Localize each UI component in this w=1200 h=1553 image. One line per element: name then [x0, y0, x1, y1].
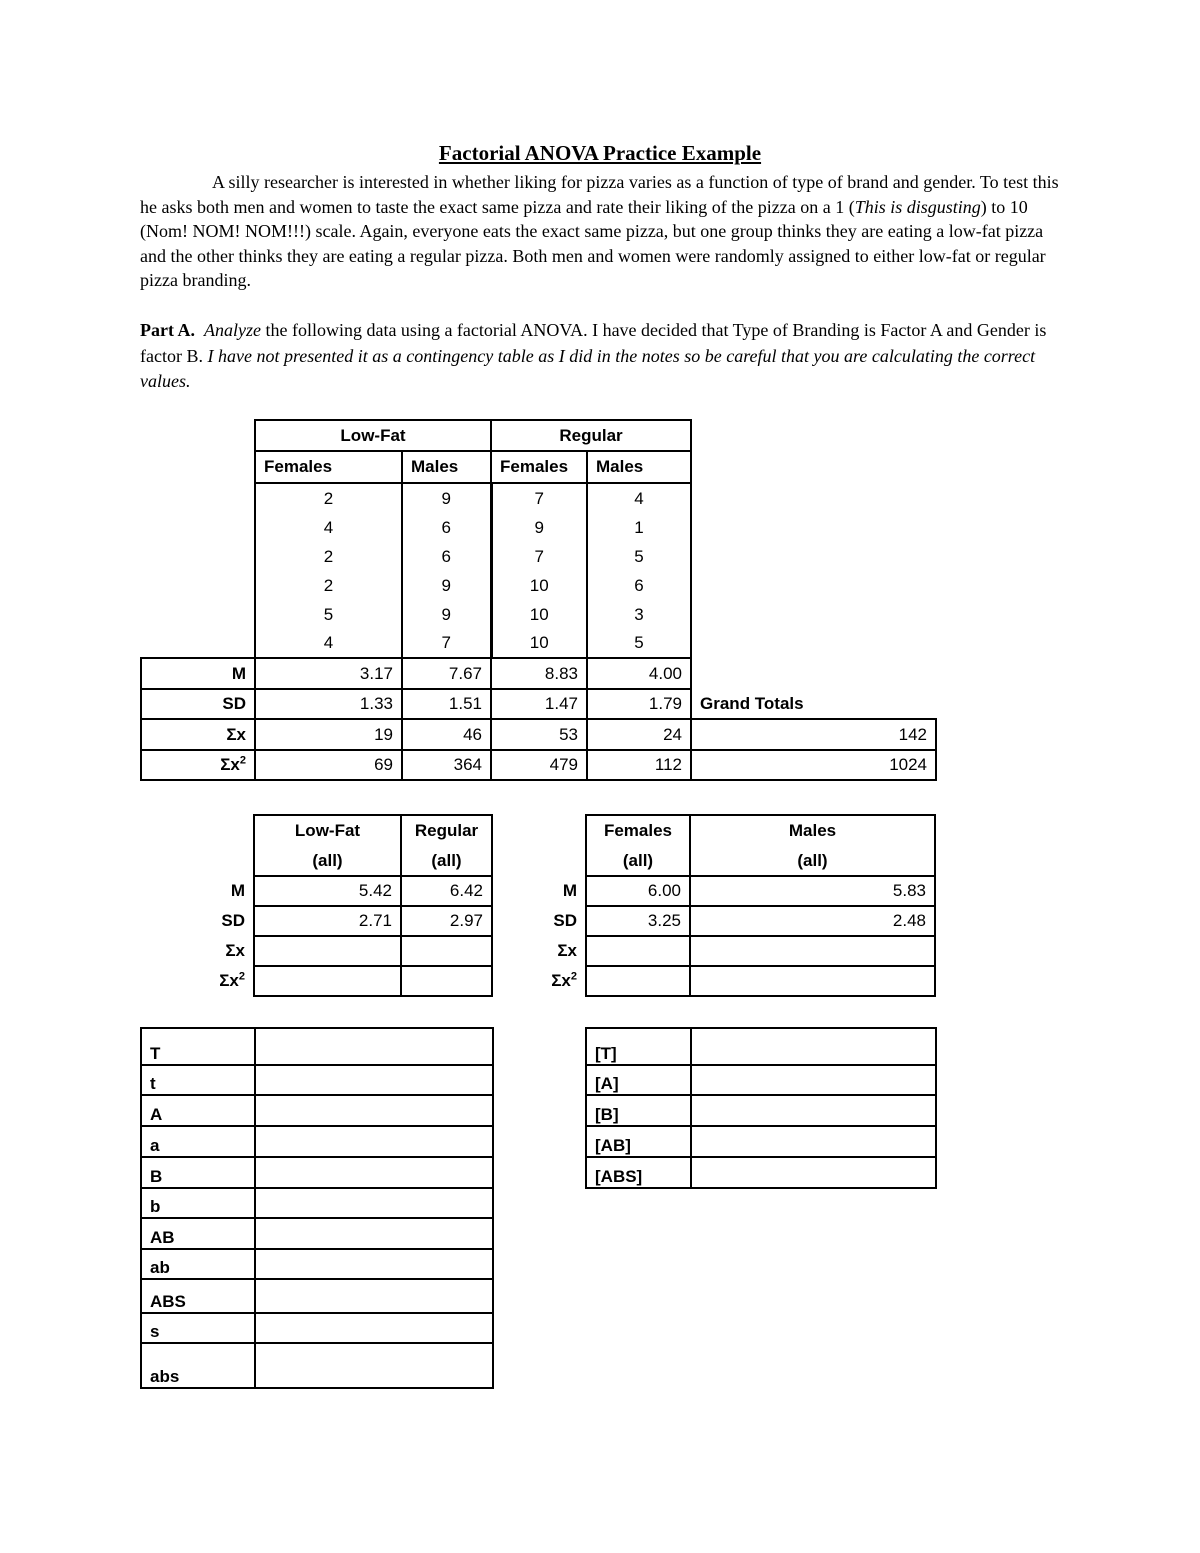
data-cell: 10 — [491, 600, 587, 629]
mean-label: M — [141, 658, 255, 689]
table-row — [141, 571, 936, 600]
gender-mean-cell: 6.00 — [586, 876, 690, 906]
sd-cell: 1.51 — [402, 689, 491, 719]
mean-cell: 8.83 — [491, 658, 587, 689]
bracket-label: [ABS] — [586, 1157, 691, 1188]
sd-row — [141, 689, 936, 719]
branding-summary-table — [140, 814, 493, 997]
sum-label: Σx — [141, 719, 255, 750]
sd-cell: 1.33 — [255, 689, 402, 719]
bracket-label: [B] — [586, 1095, 691, 1126]
gender-sum-squares-text: Σx — [551, 971, 571, 990]
gender-header-females: Females — [586, 815, 690, 846]
value-label: ab — [141, 1249, 255, 1279]
data-cell: 4 — [255, 629, 402, 658]
data-cell: 5 — [587, 542, 691, 571]
table-row — [141, 483, 936, 513]
value-cell[interactable] — [255, 1313, 493, 1343]
branding-sd-label: SD — [221, 911, 245, 930]
sub-header-low-fat-females: Females — [255, 451, 402, 483]
value-label: AB — [141, 1218, 255, 1249]
empty-cell[interactable] — [690, 936, 935, 966]
empty-cell[interactable] — [401, 936, 492, 966]
empty-cell[interactable] — [401, 966, 492, 996]
branding-mean-cell: 6.42 — [401, 876, 492, 906]
branding-sum-squares-label — [140, 966, 254, 996]
branding-sum-squares-row — [140, 966, 492, 996]
value-cell[interactable] — [255, 1279, 493, 1313]
intro-paragraph — [140, 170, 1070, 293]
sum-squares-sup: 2 — [239, 754, 246, 767]
empty-cell[interactable] — [586, 966, 690, 996]
data-cell: 5 — [587, 629, 691, 658]
value-cell[interactable] — [255, 1095, 493, 1126]
value-cell[interactable] — [255, 1218, 493, 1249]
sd-label: SD — [141, 689, 255, 719]
data-cell: 9 — [402, 600, 491, 629]
mean-cell: 3.17 — [255, 658, 402, 689]
gender-sum-squares-label — [528, 966, 586, 996]
page-title: Factorial ANOVA Practice Example — [438, 141, 762, 165]
branding-header-regular: Regular — [401, 815, 492, 846]
data-cell: 2 — [255, 542, 402, 571]
data-cell: 9 — [402, 483, 491, 513]
value-cell[interactable] — [255, 1188, 493, 1218]
gender-sd-cell: 3.25 — [586, 906, 690, 936]
part-a-text: the following data using a factorial ANOVA. I have decided that Type of Branding is Factor A and Gender is factor B. — [140, 320, 1047, 366]
branding-sum-squares-sup: 2 — [238, 970, 245, 983]
branding-header-low-fat: Low-Fat — [254, 815, 401, 846]
branding-sum-label: Σx — [225, 941, 245, 960]
branding-sum-squares-text: Σx — [219, 971, 239, 990]
data-cell: 3 — [587, 600, 691, 629]
grand-totals-label: Grand Totals — [700, 693, 804, 713]
sum-cell: 19 — [255, 719, 402, 750]
value-label: T — [141, 1028, 255, 1065]
data-cell: 2 — [255, 571, 402, 600]
intro-text-1: A silly researcher is interested in whether liking for pizza varies as a function of type of brand and gender. To test this he asks both men and women to taste the exact same pizza and rate their liking of the pizza on a 1 ( — [140, 172, 1059, 217]
bracket-cell[interactable] — [691, 1095, 936, 1126]
data-cell: 9 — [402, 571, 491, 600]
mean-cell: 4.00 — [587, 658, 691, 689]
branding-sd-cell: 2.97 — [401, 906, 492, 936]
gender-header-males: Males — [690, 815, 935, 846]
branding-sd-row — [140, 906, 492, 936]
data-cell: 10 — [491, 571, 587, 600]
data-cell: 10 — [491, 629, 587, 658]
bracket-label: [T] — [586, 1028, 691, 1065]
data-cell: 9 — [491, 513, 587, 542]
branding-sum-row — [140, 936, 492, 966]
data-cell: 7 — [491, 483, 587, 513]
intro-text-2: ) to 10 (Nom! NOM! NOM!!!) scale. Again, everyone eats the exact same pizza, but one group thinks they are eating a low-fat pizza and the other thinks they are eating a regular pizza. Both men and women were randomly assigned to either low-fat or regular pizza branding. — [140, 196, 1046, 291]
table-row — [141, 513, 936, 542]
data-table — [140, 419, 937, 781]
part-a-label: Part A. — [140, 320, 195, 340]
data-cell: 6 — [402, 542, 491, 571]
gender-sub-females: (all) — [586, 846, 690, 876]
table-row — [141, 629, 936, 658]
part-a-verb: Analyze — [203, 320, 261, 340]
sum-squares-cell: 69 — [255, 750, 402, 780]
bracket-cell[interactable] — [691, 1157, 936, 1188]
value-label: abs — [141, 1343, 255, 1388]
data-cell: 7 — [491, 542, 587, 571]
table-row — [141, 542, 936, 571]
gender-mean-label: M — [562, 881, 577, 900]
empty-cell[interactable] — [690, 966, 935, 996]
branding-sd-cell: 2.71 — [254, 906, 401, 936]
bracket-label: [A] — [586, 1065, 691, 1095]
value-cell[interactable] — [255, 1065, 493, 1095]
data-cell: 6 — [402, 513, 491, 542]
gender-sd-row — [528, 906, 935, 936]
gender-sum-row — [528, 936, 935, 966]
gender-sd-label: SD — [553, 911, 577, 930]
value-label: s — [141, 1313, 255, 1343]
value-label: B — [141, 1157, 255, 1188]
sub-header-regular-males: Males — [587, 451, 691, 483]
data-cell: 6 — [587, 571, 691, 600]
sum-cell: 46 — [402, 719, 491, 750]
data-cell: 4 — [587, 483, 691, 513]
value-label: ABS — [141, 1279, 255, 1313]
sub-header-regular-females: Females — [491, 451, 587, 483]
empty-cell[interactable] — [254, 936, 401, 966]
sum-squares-cell: 364 — [402, 750, 491, 780]
gender-summary-table — [528, 814, 936, 997]
bracket-cell[interactable] — [691, 1028, 936, 1065]
sum-total-cell: 142 — [691, 719, 936, 750]
bracket-terms-table — [585, 1027, 937, 1189]
sum-squares-total-cell: 1024 — [691, 750, 936, 780]
sub-header-low-fat-males: Males — [402, 451, 491, 483]
bracket-label: [AB] — [586, 1126, 691, 1157]
value-cell[interactable] — [255, 1126, 493, 1157]
data-cell: 1 — [587, 513, 691, 542]
sum-squares-label — [141, 750, 255, 780]
bracket-cell[interactable] — [691, 1065, 936, 1095]
gender-sd-cell: 2.48 — [690, 906, 935, 936]
intro-italic: This is disgusting — [854, 196, 981, 217]
gender-sum-squares-row — [528, 966, 935, 996]
value-cell[interactable] — [255, 1028, 493, 1065]
value-label: a — [141, 1126, 255, 1157]
mean-cell: 7.67 — [402, 658, 491, 689]
value-label: b — [141, 1188, 255, 1218]
value-label: A — [141, 1095, 255, 1126]
branding-mean-label: M — [230, 881, 245, 900]
gender-sum-label: Σx — [557, 941, 577, 960]
values-table — [140, 1027, 494, 1389]
value-cell[interactable] — [255, 1343, 493, 1388]
sum-squares-cell: 112 — [587, 750, 691, 780]
data-cell: 2 — [255, 483, 402, 513]
mean-row — [141, 658, 936, 689]
part-a-instructions — [140, 318, 1070, 395]
empty-cell[interactable] — [254, 966, 401, 996]
gender-sum-squares-sup: 2 — [570, 970, 577, 983]
gender-sub-males: (all) — [690, 846, 935, 876]
branding-sub-regular: (all) — [401, 846, 492, 876]
sum-squares-cell: 479 — [491, 750, 587, 780]
sd-cell: 1.79 — [587, 689, 691, 719]
sum-cell: 53 — [491, 719, 587, 750]
gender-mean-row — [528, 876, 935, 906]
group-header-regular: Regular — [491, 420, 691, 451]
bracket-cell[interactable] — [691, 1126, 936, 1157]
sum-squares-text: Σx — [220, 755, 240, 774]
data-cell: 7 — [402, 629, 491, 658]
value-cell[interactable] — [255, 1157, 493, 1188]
sd-cell: 1.47 — [491, 689, 587, 719]
data-cell: 5 — [255, 600, 402, 629]
sum-cell: 24 — [587, 719, 691, 750]
sum-row — [141, 719, 936, 750]
group-header-low-fat: Low-Fat — [255, 420, 491, 451]
value-cell[interactable] — [255, 1249, 493, 1279]
table-row — [141, 600, 936, 629]
sum-squares-row — [141, 750, 936, 780]
branding-sub-low-fat: (all) — [254, 846, 401, 876]
branding-mean-row — [140, 876, 492, 906]
value-label: t — [141, 1065, 255, 1095]
empty-cell[interactable] — [586, 936, 690, 966]
part-a-note: I have not presented it as a contingency table as I did in the notes so be careful that you are calculating the correct values. — [140, 345, 1036, 392]
gender-mean-cell: 5.83 — [690, 876, 935, 906]
branding-mean-cell: 5.42 — [254, 876, 401, 906]
data-cell: 4 — [255, 513, 402, 542]
